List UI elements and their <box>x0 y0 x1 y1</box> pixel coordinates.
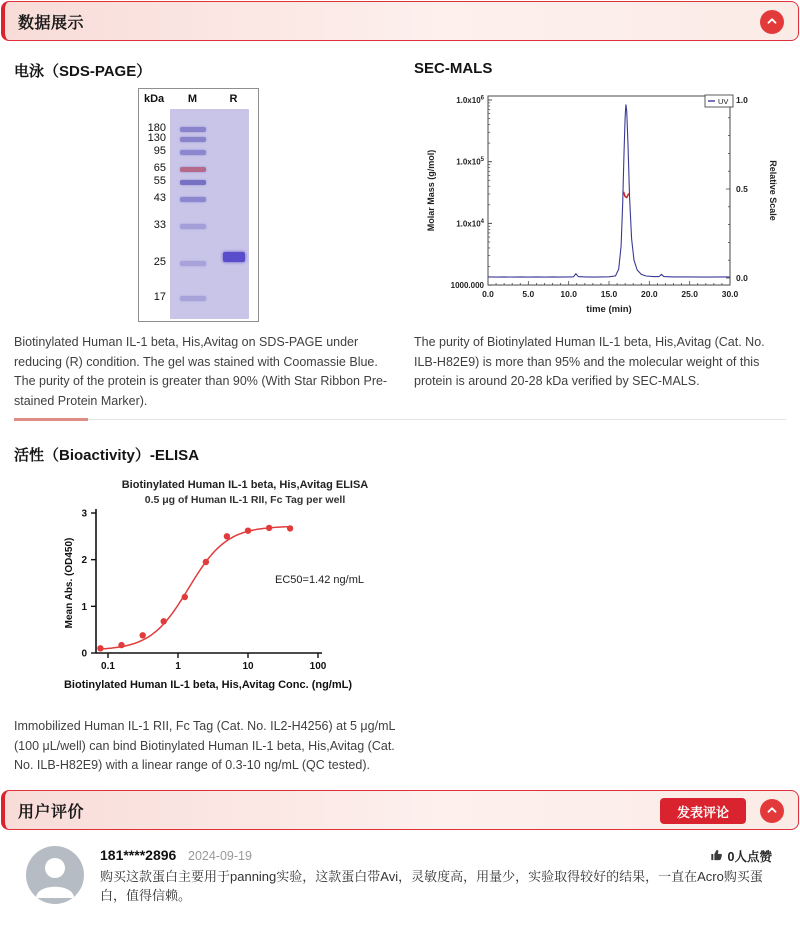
gel-marker-band <box>180 127 206 132</box>
sds-page-gel-image <box>138 88 259 322</box>
svg-text:Relative Scale: Relative Scale <box>768 160 778 221</box>
svg-text:10.0: 10.0 <box>560 289 577 299</box>
svg-text:2: 2 <box>81 555 87 567</box>
gel-marker-band <box>180 150 206 155</box>
sec-mals-description: The purity of Biotinylated Human IL-1 beta, His,Avitag (Cat. No. ILB-H82E9) is more than 95% and the molecular weight of this protein is around 20-28 kDa verified by SEC-MALS. <box>414 335 765 388</box>
svg-text:0.1: 0.1 <box>101 661 115 672</box>
svg-text:1.0x105: $1.0x10^5$ <box>456 157 484 167</box>
svg-text:3: 3 <box>81 508 87 520</box>
avatar <box>26 846 84 904</box>
bioactivity-description: Immobilized Human IL-1 RII, Fc Tag (Cat. No. IL2-H4256) at 5 μg/mL (100 μL/well) can bind Biotinylated Human IL-1 beta, His,Avitag (Cat. No. ILB-H82E9) with a linear range of 0.3-10 ng/mL (QC tested). <box>14 719 395 772</box>
svg-text:Biotinylated Human IL-1 beta,: Biotinylated Human IL-1 beta, His,Avitag ELISA <box>121 479 369 491</box>
svg-text:UV: UV <box>718 97 729 106</box>
sds-page-title: 电泳（SDS-PAGE） <box>14 63 152 80</box>
reviews-header <box>1 790 799 830</box>
chevron-up-icon <box>765 803 779 820</box>
gel-marker-label: 65 <box>153 162 166 174</box>
svg-text:1.0: 1.0 <box>736 95 748 105</box>
collapse-data-display-button[interactable] <box>760 10 784 34</box>
gel-marker-band <box>180 137 206 142</box>
svg-text:1.0x106: $1.0x10^6$ <box>456 95 484 105</box>
svg-text:EC50=1.42 ng/mL: EC50=1.42 ng/mL <box>275 574 364 586</box>
gel-marker-label: 43 <box>153 192 166 204</box>
svg-text:1: 1 <box>81 601 87 613</box>
gel-marker-band <box>180 197 206 202</box>
sec-mals-title: SEC-MALS <box>414 60 493 77</box>
svg-text:0.0: 0.0 <box>736 273 748 283</box>
svg-text:20.0: 20.0 <box>641 289 658 299</box>
gel-marker-label: 55 <box>153 175 166 187</box>
svg-text:1: 1 <box>175 661 181 672</box>
divider-accent <box>14 418 88 421</box>
like-count-label: 0人点赞 <box>727 850 772 864</box>
svg-text:Biotinylated Human IL-1 beta,: Biotinylated Human IL-1 beta, His,Avitag Conc. (ng/mL) <box>63 679 353 691</box>
svg-text:Molar Mass (g/mol): Molar Mass (g/mol) <box>426 149 436 232</box>
svg-text:30.0: 30.0 <box>721 289 739 299</box>
gel-marker-band <box>180 261 206 266</box>
bioactivity-title: 活性（Bioactivity）-ELISA <box>14 447 200 464</box>
gel-marker-band <box>180 224 206 229</box>
svg-text:10: 10 <box>242 661 254 672</box>
svg-text:15.0: 15.0 <box>600 289 618 299</box>
gel-marker-label: 95 <box>153 145 166 157</box>
data-display-header <box>1 1 799 41</box>
gel-marker-label: 130 <box>147 132 166 144</box>
person-icon <box>26 891 84 904</box>
like-button[interactable] <box>710 847 772 865</box>
svg-text:0.0: 0.0 <box>482 289 494 299</box>
reviews-title: 用户评价 <box>18 803 85 821</box>
gel-marker-label: 33 <box>153 219 166 231</box>
gel-marker-label: 180 <box>147 122 166 134</box>
gel-marker-label: 17 <box>153 291 166 303</box>
gel-marker-band <box>180 296 206 301</box>
collapse-reviews-button[interactable] <box>760 799 784 823</box>
svg-text:0.5: 0.5 <box>736 184 748 194</box>
svg-text:0.5 μg of Human IL-1 RII, Fc T: 0.5 μg of Human IL-1 RII, Fc Tag per well <box>144 494 346 506</box>
elisa-chart <box>60 474 412 704</box>
svg-text:time (min): time (min) <box>586 304 632 315</box>
svg-text:Mean Abs. (OD450): Mean Abs. (OD450) <box>64 537 75 629</box>
thumbs-up-icon <box>710 848 724 865</box>
review-username: 181****2896 <box>100 847 177 863</box>
data-display-title: 数据展示 <box>18 14 85 32</box>
sds-page-description: Biotinylated Human IL-1 beta, His,Avitag on SDS-PAGE under reducing (R) condition. The gel was stained with Coomassie Blue. The purity of the protein is greater than 90% (With Star Ribbon Pre-stained Protein Marker). <box>14 335 388 408</box>
gel-marker-band <box>180 167 206 172</box>
svg-text:5.0: 5.0 <box>522 289 535 299</box>
gel-marker-band <box>180 180 206 185</box>
svg-text:1.0x104: $1.0x10^4$ <box>456 218 484 229</box>
svg-text:1000.000: 1000.000 <box>450 281 484 291</box>
svg-text:25.0: 25.0 <box>681 289 698 299</box>
section-divider <box>14 419 786 420</box>
svg-text:0: 0 <box>81 648 87 660</box>
gel-unit-header: kDa <box>144 93 165 105</box>
post-comment-button[interactable]: 发表评论 <box>660 798 746 824</box>
sec-mals-chart <box>418 84 796 324</box>
gel-sample-band <box>223 252 245 262</box>
gel-lane-m-label: M <box>187 93 198 105</box>
gel-lane-r-label: R <box>229 93 238 105</box>
review-date: 2024-09-19 <box>188 849 252 863</box>
review-comment: 购买这款蛋白主要用于panning实验，这款蛋白带Avi，灵敏度高，用量少，实验取得较好的结果，一直在Acro购买蛋白，值得信赖。 <box>100 869 763 903</box>
svg-text:100: 100 <box>309 661 327 672</box>
gel-marker-label: 25 <box>153 256 166 268</box>
chevron-up-icon <box>765 14 779 31</box>
